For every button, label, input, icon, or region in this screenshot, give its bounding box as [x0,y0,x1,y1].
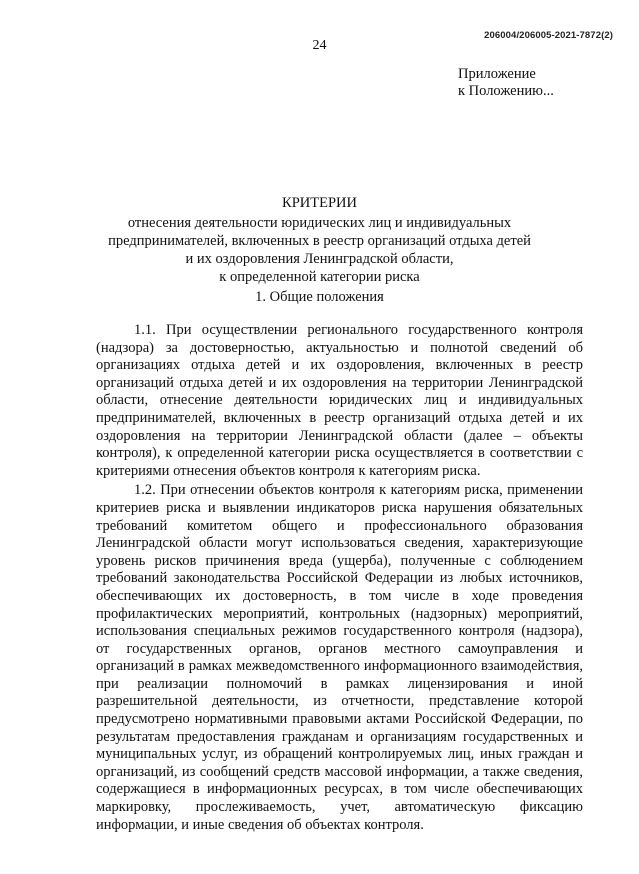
paragraph-1-2: 1.2. При отнесении объектов контроля к категориям риска, применении критериев риска и выявлении индикаторов риска нарушения обязательных требований комитетом общего и профессионального образования Ленинградской области могут использоваться сведения, характеризующие уровень рисков причинения вреда (ущерба), полученные с соблюдением требований законодательства Российской Федерации из любых источников, обеспечивающих их достоверность, в том числе в ходе проведения профилактических мероприятий, контрольных (надзорных) мероприятий, использования специальных режимов государственного контроля (надзора), от государственных органов, органов местного самоуправления и организаций в рамках межведомственного информационного взаимодействия, при реализации полномочий в рамках лицензирования и иной разрешительной деятельности, из отчетности, представление которой предусмотрено нормативными правовыми актами Российской Федерации, по результатам предоставления гражданам и организациям государственных и муниципальных услуг, из обращений контролируемых лиц, иных граждан и организаций, из сообщений средств массовой информации, а также сведения, содержащиеся в информационных ресурсах, в том числе обеспечивающих маркировку, прослеживаемость, учет, автоматическую фиксацию информации, и иные сведения об объектах контроля. [96,482,583,833]
title-line-3: и их оздоровления Ленинградской области, [185,251,454,267]
appendix-note [458,66,554,100]
title-main: КРИТЕРИИ [282,195,357,211]
document-title [0,194,639,286]
appendix-line-1: Приложение [458,66,536,82]
title-line-2: предпринимателей, включенных в реестр организаций отдыха детей [108,233,531,249]
appendix-line-2: к Положению... [458,83,554,99]
section-body [96,322,583,836]
title-line-1: отнесения деятельности юридических лиц и индивидуальных [127,215,512,231]
page-number: 24 [312,38,327,53]
title-line-4: к определенной категории риска [219,269,420,285]
document-registration-number: 206004/206005-2021-7872(2) [484,30,613,41]
paragraph-1-1: 1.1. При осуществлении регионального государственного контроля (надзора) за достоверностью, актуальностью и полнотой сведений об организациях отдыха детей и их оздоровления, включенных в реестр организаций отдыха детей и их оздоровления на территории Ленинградской области, отнесение деятельности юридических лиц и индивидуальных предпринимателей, включенных в реестр организаций отдыха детей и их оздоровления на территории Ленинградской области (далее – объекты контроля), к определенной категории риска осуществляется в соответствии с критериями отнесения объектов контроля к категориям риска. [96,322,583,479]
section-heading: 1. Общие положения [255,289,384,305]
